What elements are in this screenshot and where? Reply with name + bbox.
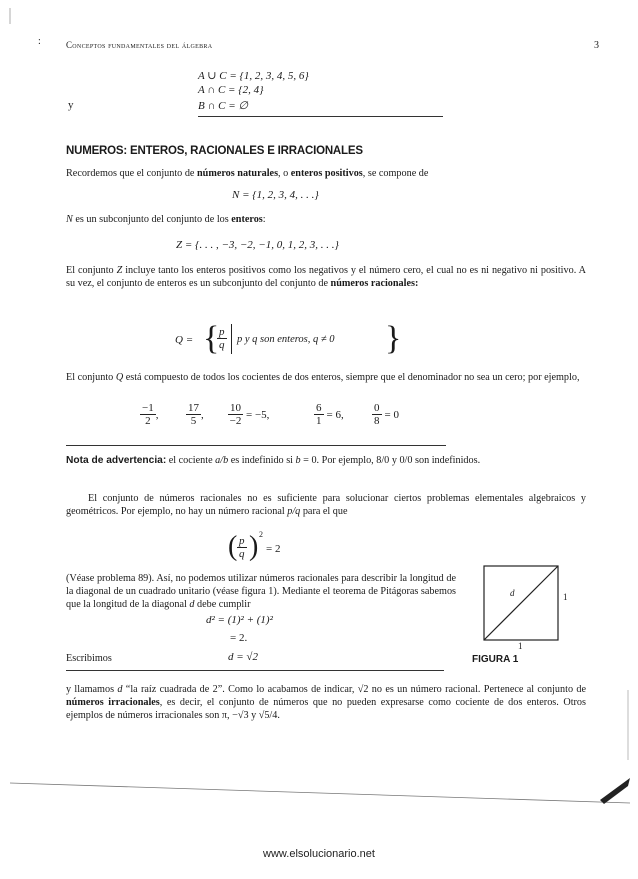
equation-d-squared: d² = (1)² + (1)² bbox=[206, 614, 273, 626]
figure-caption: FIGURA 1 bbox=[472, 654, 519, 665]
equation-square: ( $\frac{p}{q}$ ) 2 = 2 bbox=[228, 530, 281, 562]
footer-url: www.elsolucionario.net bbox=[263, 848, 375, 860]
paragraph-irrationals: y llamamos d “la raíz cuadrada de 2”. Como lo acabamos de indicar, √2 no es un número racional. Pertenece al conjunto de números irracionales, es decir, el conjunto de números que no pueden expresarse como cociente de dos enteros. Otros ejemplos de números irracionales son π, −√3 y √5/4. bbox=[66, 684, 586, 721]
page-number: 3 bbox=[594, 40, 600, 51]
equation-equals-two: = 2. bbox=[230, 632, 248, 644]
figure-label-d: d bbox=[510, 588, 515, 598]
equation-q: Q = { $\frac{p}{q}$ p y q son enteros, q ≠ 0 } bbox=[175, 320, 402, 357]
warning-note: Nota de advertencia: el cociente a/b es indefinido si b = 0. Por ejemplo, 8/0 y 0/0 son indefinidos. bbox=[66, 455, 481, 466]
section-title: NUMEROS: ENTEROS, RACIONALES E IRRACIONALES bbox=[66, 145, 363, 157]
figure-label-bottom: 1 bbox=[518, 641, 523, 651]
example-fraction: $\frac{-1}{2}$ , bbox=[142, 402, 159, 427]
paragraph-insufficient: El conjunto de números racionales no es suficiente para solucionar ciertos problemas elementales algebraicos y geométricos. Por ejemplo, no hay un número racional p/q para el que bbox=[66, 493, 586, 517]
equation-d-root: d = √2 bbox=[228, 651, 258, 663]
escribimos-label: Escribimos bbox=[66, 653, 112, 664]
y-label: y bbox=[68, 99, 74, 111]
paragraph-diagonal: (Véase problema 89). Así, no podemos utilizar números racionales para describir la longitud de la diagonal de un cuadrado unitario (véase figura 1). Mediante el teorema de Pitágoras sabemos que la longitud de la diagonal d debe cumplir bbox=[66, 573, 456, 610]
set-intersection-ac: A ∩ C = {2, 4} bbox=[198, 84, 264, 96]
paragraph-naturals: Recordemos que el conjunto de números naturales, o enteros positivos, se compone de bbox=[66, 168, 429, 179]
paragraph-subset: N es un subconjunto del conjunto de los enteros: bbox=[66, 214, 266, 225]
paragraph-rationals: El conjunto Q está compuesto de todos los cocientes de dos enteros, siempre que el denominador no sea un cero; por ejemplo, bbox=[66, 372, 580, 383]
example-fraction: $\frac{17}{5}$ , bbox=[188, 402, 204, 427]
example-fraction: $\frac{0}{8}$ = 0 bbox=[374, 402, 399, 427]
equation-z: Z = {. . . , −3, −2, −1, 0, 1, 2, 3, . . .} bbox=[176, 239, 339, 251]
running-title: Conceptos fundamentales del álgebra bbox=[66, 40, 213, 50]
paragraph-integers: El conjunto Z incluye tanto los enteros positivos como los negativos y el número cero, el cual no es ni negativo ni positivo. A su vez, el conjunto de enteros es un subconjunto del conjunto de números racionales: bbox=[66, 265, 586, 289]
example-fraction: $\frac{6}{1}$ = 6, bbox=[316, 402, 344, 427]
set-union: A ∪ C = {1, 2, 3, 4, 5, 6} bbox=[198, 70, 309, 82]
equation-n: N = {1, 2, 3, 4, . . .} bbox=[232, 189, 319, 201]
example-fraction: $\frac{10}{-2}$ = −5, bbox=[229, 402, 270, 427]
figure-label-side: 1 bbox=[563, 592, 568, 602]
margin-dots: : bbox=[38, 36, 41, 47]
set-intersection-bc: B ∩ C = ∅ bbox=[198, 100, 249, 112]
